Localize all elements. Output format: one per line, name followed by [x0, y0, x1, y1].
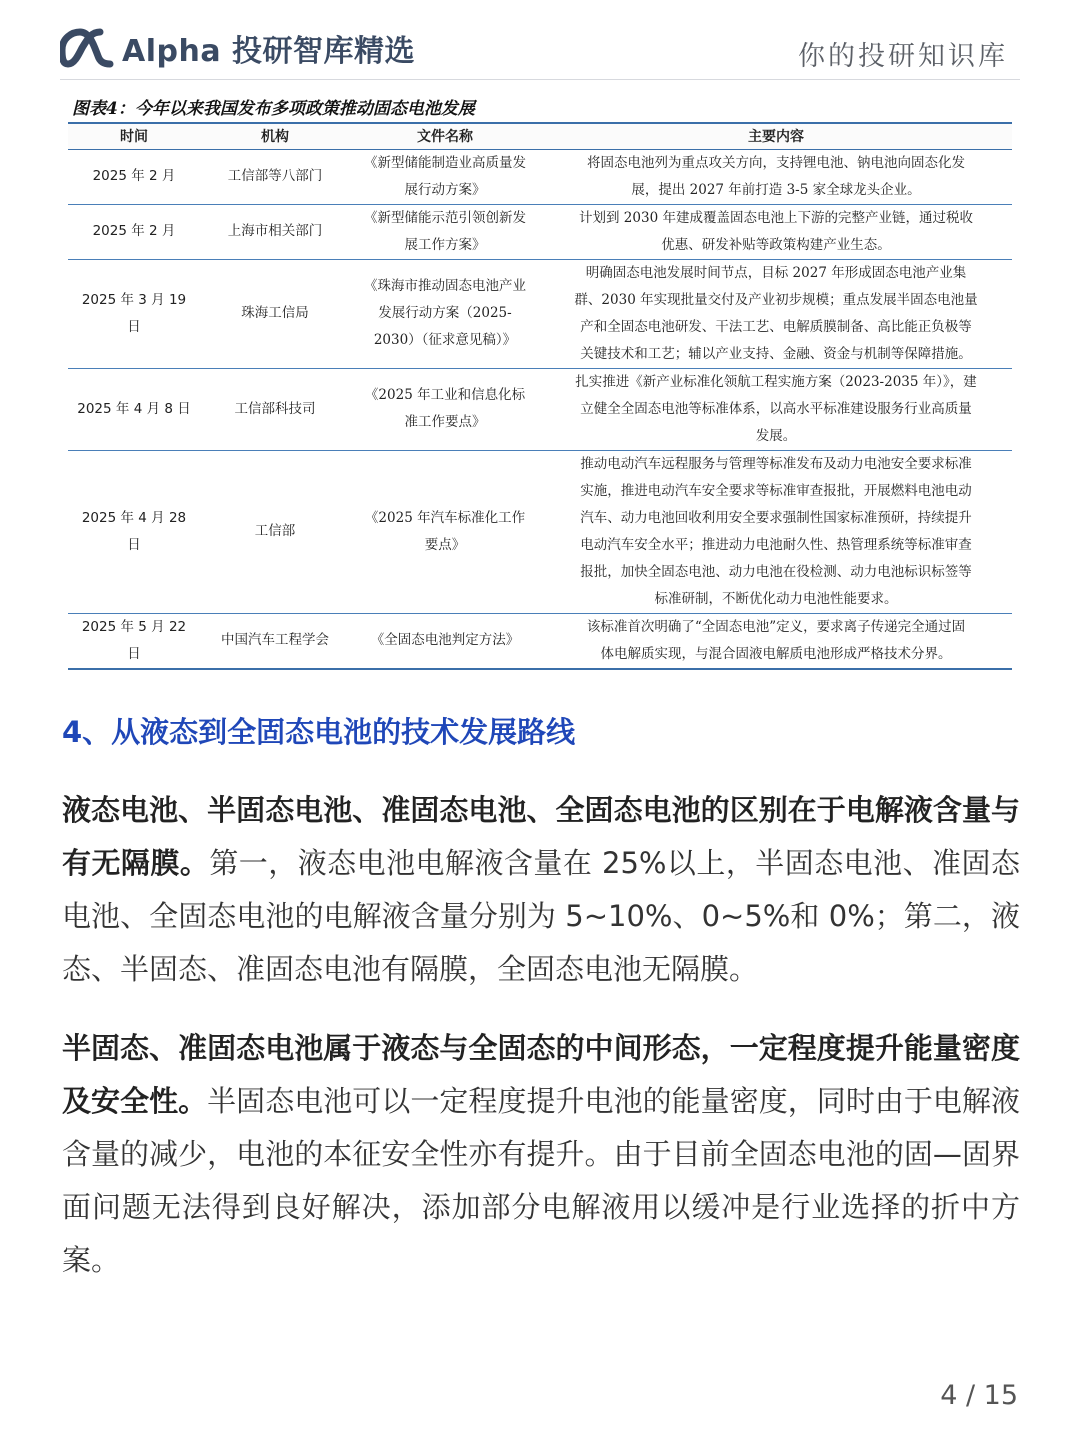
table-header-row [68, 123, 1012, 149]
section-title: 4、从液态到全固态电池的技术发展路线 [62, 715, 576, 749]
cell-doc [350, 204, 540, 259]
page-number: 4 / 15 [940, 1380, 1018, 1411]
cell-time: 2025 年 4 月 28 日 [68, 450, 200, 613]
cell-doc-line: 要点》 [424, 536, 466, 553]
table-row [68, 450, 1012, 613]
brand-logo [60, 22, 415, 74]
cell-org: 中国汽车工程学会 [200, 613, 350, 669]
cell-content [540, 204, 1012, 259]
cell-content-line: 优惠、研发补贴等政策构建产业生态。 [661, 236, 891, 253]
cell-content-line: 展，提出 2027 年前打造 3-5 家全球龙头企业。 [631, 181, 921, 198]
cell-time: 2025 年 5 月 22 日 [68, 613, 200, 669]
header-tagline: 你的投研知识库 [798, 41, 1008, 72]
cell-content-line: 报批，加快全固态电池、动力电池在役检测、动力电池标识标签等 [580, 563, 972, 580]
cell-content [540, 259, 1012, 368]
cell-doc-line: 《珠海市推动固态电池产业 [364, 278, 526, 294]
cell-content [540, 149, 1012, 204]
cell-time: 2025 年 2 月 [68, 149, 200, 204]
table-row [68, 149, 1012, 204]
cell-content-line: 群、2030 年实现批量交付及产业初步规模；重点发展半固态电池量 [574, 291, 978, 308]
cell-content-line: 推动电动汽车远程服务与管理等标准发布及动力电池安全要求标准 [580, 455, 972, 472]
paragraph-1-lead: 液态电池、半固态电池、准固态电池、全固态电池的区别在于电解液含量与有无隔膜。 [62, 793, 1020, 880]
cell-doc-line: 展工作方案》 [404, 236, 486, 253]
cell-org: 珠海工信局 [200, 259, 350, 368]
page-header [60, 22, 1020, 80]
paragraph-1 [62, 784, 1020, 996]
column-header-time: 时间 [68, 123, 200, 149]
paragraph-2-lead: 半固态、准固态电池属于液态与全固态的中间形态，一定程度提升能量密度及安全性。 [62, 1031, 1020, 1118]
cell-content-line: 关键技术和工艺；辅以产业支持、金融、资金与机制等保障措施。 [580, 345, 972, 362]
table-row [68, 613, 1012, 669]
cell-content-line: 产和全固态电池研发、干法工艺、电解质膜制备、高比能正负极等 [580, 318, 972, 335]
cell-doc-line: 《2025 年汽车标准化工作 [364, 509, 526, 526]
cell-doc-line: 发展行动方案（2025- [378, 305, 512, 321]
cell-content-line: 标准研制，不断优化动力电池性能要求。 [654, 590, 898, 607]
table-row [68, 259, 1012, 368]
cell-doc [350, 450, 540, 613]
cell-content-line: 发展。 [755, 427, 797, 444]
cell-doc [350, 613, 540, 669]
cell-doc [350, 368, 540, 450]
cell-content-line: 将固态电池列为重点攻关方向，支持锂电池、钠电池向固态化发 [587, 154, 965, 171]
cell-org: 工信部科技司 [200, 368, 350, 450]
policy-table [68, 122, 1012, 670]
table-row [68, 204, 1012, 259]
cell-org: 上海市相关部门 [200, 204, 350, 259]
cell-content [540, 368, 1012, 450]
cell-content-line: 该标准首次明确了“全固态电池”定义，要求离子传递完全通过固 [586, 618, 966, 635]
paragraph-2-body: 半固态电池可以一定程度提升电池的能量密度，同时由于电解液含量的减少，电池的本征安全性亦有提升。由于目前全固态电池的固—固界面问题无法得到良好解决，添加部分电解液用以缓冲是行业选择的折中方案。 [62, 1084, 1020, 1277]
cell-time: 2025 年 2 月 [68, 204, 200, 259]
cell-content-line: 实施，推进电动汽车安全要求等标准审查报批，开展燃料电池电动 [580, 482, 972, 499]
cell-content-line: 体电解质实现，与混合固液电解质电池形成严格技术分界。 [600, 645, 952, 662]
cell-doc-line: 《新型储能制造业高质量发 [364, 154, 526, 171]
cell-doc-line: 准工作要点》 [404, 414, 486, 430]
cell-content-line: 扎实推进《新产业标准化领航工程实施方案（2023-2035 年）》，建 [575, 373, 977, 390]
logo-text: Alpha 投研智库精选 [122, 34, 416, 69]
cell-doc-line: 《全固态电池判定方法》 [370, 632, 520, 648]
cell-doc [350, 149, 540, 204]
cell-content [540, 450, 1012, 613]
paragraph-1-body: 第一，液态电池电解液含量在 25%以上，半固态电池、准固态电池、全固态电池的电解液含量分别为 5~10%、0~5%和 0%；第二，液态、半固态、准固态电池有隔膜，全固态电池无隔膜。 [62, 846, 1020, 986]
cell-content-line: 电动汽车安全水平；推进动力电池耐久性、热管理系统等标准审查 [580, 536, 972, 553]
column-header-doc: 文件名称 [350, 123, 540, 149]
cell-content-line: 汽车、动力电池回收利用安全要求强制性国家标准预研，持续提升 [580, 509, 972, 526]
policy-figure [68, 96, 1012, 670]
cell-content [540, 613, 1012, 669]
cell-org: 工信部 [200, 450, 350, 613]
table-body [68, 149, 1012, 669]
cell-doc-line: 《新型储能示范引领创新发 [364, 209, 526, 226]
cell-org: 工信部等八部门 [200, 149, 350, 204]
column-header-org: 机构 [200, 123, 350, 149]
cell-doc-line: 《2025 年工业和信息化标 [364, 387, 526, 403]
cell-doc-line: 展行动方案》 [404, 181, 486, 198]
cell-time: 2025 年 3 月 19 日 [68, 259, 200, 368]
cell-doc-line: 2030）（征求意见稿）》 [373, 332, 517, 348]
alpha-logo-icon [60, 26, 118, 70]
figure-title: 图表4：今年以来我国发布多项政策推动固态电池发展 [72, 99, 475, 119]
paragraph-2 [62, 1022, 1020, 1287]
cell-content-line: 计划到 2030 年建成覆盖固态电池上下游的完整产业链，通过税收 [579, 209, 973, 226]
cell-content-line: 明确固态电池发展时间节点，目标 2027 年形成固态电池产业集 [585, 264, 967, 281]
cell-content-line: 立健全全固态电池等标准体系，以高水平标准建设服务行业高质量 [580, 400, 972, 417]
column-header-content: 主要内容 [540, 123, 1012, 149]
cell-time: 2025 年 4 月 8 日 [68, 368, 200, 450]
table-row [68, 368, 1012, 450]
cell-doc [350, 259, 540, 368]
